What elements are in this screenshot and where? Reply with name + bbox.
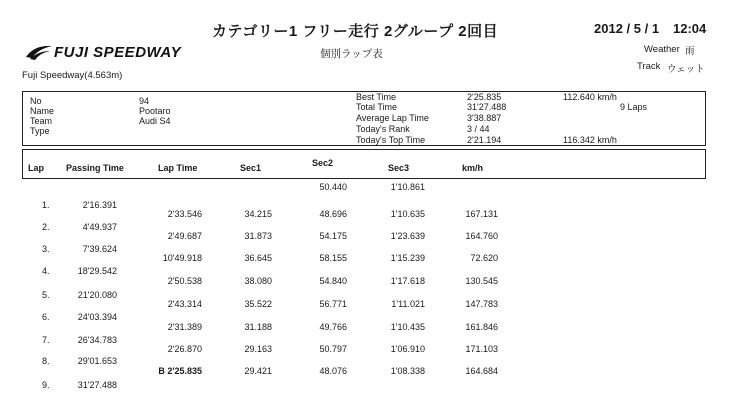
weather-value: 雨 [685, 46, 695, 57]
sector-1: 29.421 [244, 366, 272, 376]
lap-number: 9. [42, 380, 50, 390]
lap-time: 2'50.538 [167, 276, 202, 286]
sector-2: 50.797 [319, 344, 347, 354]
top-time-value: 2'21.194 [467, 135, 502, 145]
lap-number: 8. [42, 356, 50, 366]
speed-kmh: 147.783 [465, 299, 498, 309]
rank-label: Today's Rank [356, 124, 410, 134]
name-label: Name [30, 106, 55, 116]
column-header-passing-time: Passing Time [66, 163, 124, 173]
report-subtitle: 個別ラップ表 [320, 48, 383, 60]
column-header-sec3: Sec3 [388, 163, 410, 173]
sector-3: 1'10.635 [390, 209, 425, 219]
venue-name: Fuji Speedway(4.563m) [22, 70, 123, 81]
no-value: 94 [139, 96, 150, 106]
speed-kmh: 164.684 [465, 366, 498, 376]
avg-lap-label: Average Lap Time [356, 113, 429, 123]
sector-2: 48.076 [319, 366, 347, 376]
column-header-sec1: Sec1 [240, 163, 262, 173]
passing-time: 29'01.653 [77, 356, 117, 366]
total-time-value: 31'27.488 [467, 102, 507, 112]
passing-time: 4'49.937 [82, 222, 117, 232]
sector-2: 58.155 [319, 253, 347, 263]
lap-number: 4. [42, 266, 50, 276]
best-time-label: Best Time [356, 92, 397, 102]
column-header-lap-time: Lap Time [158, 163, 198, 173]
passing-time: 2'16.391 [82, 200, 117, 210]
lap-time: 2'31.389 [167, 322, 202, 332]
passing-time: 26'34.783 [77, 335, 117, 345]
sector-1: 34.215 [244, 209, 272, 219]
speed-kmh: 167.131 [465, 209, 498, 219]
lap-number: 1. [42, 200, 50, 210]
logo-text: FUJI SPEEDWAY [54, 44, 182, 61]
speed-kmh: 161.846 [465, 322, 498, 332]
sector-2: 54.840 [319, 276, 347, 286]
total-laps: 9 Laps [620, 102, 648, 112]
sector-3: 1'10.435 [390, 322, 425, 332]
total-time-label: Total Time [356, 102, 398, 112]
report-date: 2012 / 5 / 1 [594, 21, 660, 36]
best-time-value: 2'25.835 [467, 92, 502, 102]
sector-2: 49.766 [319, 322, 347, 332]
sector-1: 35.522 [244, 299, 272, 309]
column-header-km-h: km/h [462, 163, 484, 173]
top-time-label: Today's Top Time [356, 135, 426, 145]
team-label: Team [30, 116, 53, 126]
passing-time: 21'20.080 [77, 290, 117, 300]
sector-1: 29.163 [244, 344, 272, 354]
rank-value: 3 / 44 [467, 124, 490, 134]
avg-lap-value: 3'38.887 [467, 113, 502, 123]
sector-3: 1'23.639 [390, 231, 425, 241]
sector-3: 1'11.021 [391, 299, 425, 309]
sector-1: 31.873 [244, 231, 272, 241]
speed-kmh: 72.620 [470, 253, 498, 263]
top-speed: 116.342 km/h [563, 135, 617, 145]
lap-time: 2'26.870 [167, 344, 202, 354]
column-header-sec2: Sec2 [312, 158, 334, 168]
sector-3: 1'06.910 [390, 344, 425, 354]
name-value: Pootaro [139, 106, 171, 116]
lap-time: 2'33.546 [167, 209, 202, 219]
team-value: Audi S4 [139, 116, 171, 126]
speed-kmh: 171.103 [465, 344, 498, 354]
sector-1: 31.188 [244, 322, 272, 332]
sector-3: 1'08.338 [390, 366, 425, 376]
pre-row-sec3: 1'10.861 [390, 182, 425, 192]
logo-swoosh-icon [24, 43, 54, 61]
track-label: Track [637, 61, 661, 72]
lap-table-header [22, 149, 706, 179]
pre-row-sec2: 50.440 [319, 182, 347, 192]
speed-kmh: 130.545 [465, 276, 498, 286]
lap-time: 2'43.314 [167, 299, 202, 309]
weather-label: Weather [644, 44, 680, 55]
best-speed: 112.640 km/h [563, 92, 617, 102]
sector-2: 54.175 [319, 231, 347, 241]
lap-number: 2. [42, 222, 50, 232]
passing-time: 31'27.488 [77, 380, 117, 390]
no-label: No [30, 96, 42, 106]
report-time: 12:04 [673, 21, 707, 36]
lap-number: 5. [42, 290, 50, 300]
passing-time: 7'39.624 [82, 244, 117, 254]
sector-3: 1'15.239 [390, 253, 425, 263]
lap-number: 3. [42, 244, 50, 254]
lap-time: 2'49.687 [167, 231, 202, 241]
lap-number: 6. [42, 312, 50, 322]
lap-time: 10'49.918 [162, 253, 202, 263]
sector-1: 36.645 [244, 253, 272, 263]
sector-1: 38.080 [244, 276, 272, 286]
type-label: Type [30, 126, 50, 136]
page-title: カテゴリー1 フリー走行 2グループ 2回目 [212, 23, 499, 40]
lap-number: 7. [42, 335, 50, 345]
track-value: ウェット [667, 64, 705, 75]
passing-time: 18'29.542 [77, 266, 117, 276]
passing-time: 24'03.394 [77, 312, 117, 322]
sector-2: 56.771 [319, 299, 347, 309]
best-lap-time: B 2'25.835 [158, 366, 202, 376]
sector-2: 48.696 [319, 209, 347, 219]
speed-kmh: 164.760 [465, 231, 498, 241]
sector-3: 1'17.618 [390, 276, 425, 286]
column-header-lap: Lap [28, 163, 45, 173]
